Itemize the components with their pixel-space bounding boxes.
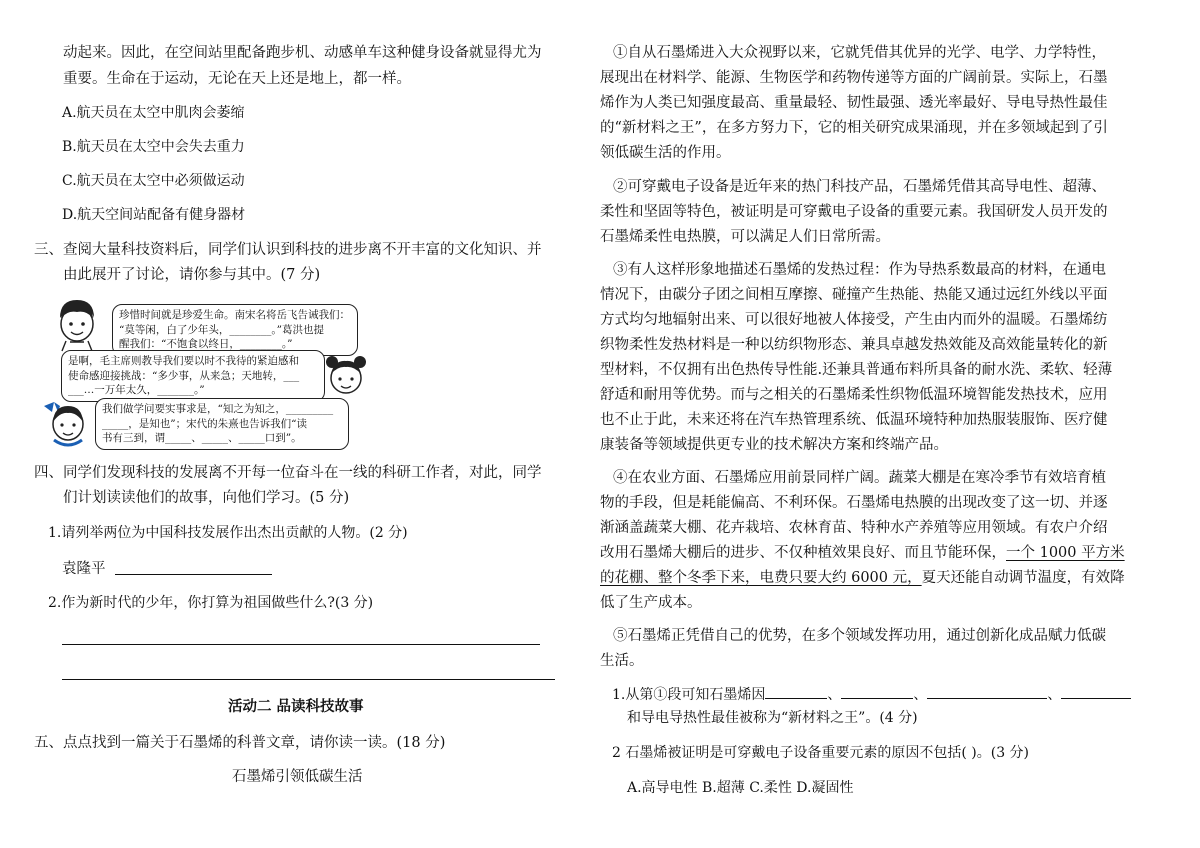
question-3-line: 三、查阅大量科技资料后，同学们认识到科技的进步离不开丰富的文化知识、并	[34, 242, 542, 258]
paragraph-4-line: 渐涵盖蔬菜大棚、花卉栽培、农林育苗、特种水产养殖等应用领域。有农户介绍	[600, 520, 1108, 536]
answer-blank[interactable]	[841, 684, 913, 699]
question-2-line: 2 石墨烯被证明是可穿戴电子设备重要元素的原因不包括( )。(3 分)	[612, 745, 1030, 761]
underlined-sentence: 的花棚、整个冬季下来，电费只要大约 6000 元，	[600, 570, 922, 586]
bubble-2-line: ___…一万年太久，_______。”	[68, 384, 205, 396]
bubble-1-line: 珍惜时间就是珍爱生命。南宋名将岳飞告诫我们：	[119, 309, 350, 321]
paragraph-1-line: 烯作为人类已知强度最高、重量最轻、韧性最强、透光率最好、导电导热性最佳	[600, 95, 1108, 111]
underlined-sentence: 一个 1000 平方米	[1006, 545, 1125, 561]
paragraph-3-line: 型材料，不仅拥有出色热传导性能.还兼具普通布料所具备的耐水洗、柔软、轻薄	[600, 362, 1113, 378]
paragraph-5-line: 生活。	[600, 653, 644, 669]
question-4-sub-1: 1.请列举两位为中国科技发展作出杰出贡献的人物。(2 分)	[48, 525, 408, 541]
speech-bubble-1	[112, 304, 358, 356]
paragraph-4-line: ④在农业方面、石墨烯应用前景同样广阔。蔬菜大棚是在寒冷季节有效培育植	[613, 470, 1106, 486]
question-1-line: 1.从第①段可知石墨烯因 、 、 、	[612, 684, 1131, 706]
paragraph-5-line: ⑤石墨烯正凭借自己的优势，在多个领域发挥功用，通过创新化成品赋力低碳	[613, 628, 1106, 644]
bubble-2-line: 是啊，毛主席则教导我们要以时不我待的紧迫感和	[68, 355, 299, 367]
bubble-3-line: 我们做学问要实事求是，“知之为知之，_________	[102, 403, 334, 415]
answer-blank-line[interactable]	[115, 574, 272, 575]
speech-bubble-2	[61, 350, 325, 402]
paragraph-3-line: ③有人这样形象地描述石墨烯的发热过程：作为导热系数最高的材料，在通电	[613, 262, 1106, 278]
answer-name: 袁隆平	[62, 561, 106, 577]
paragraph-4-line	[600, 542, 1125, 564]
answer-line[interactable]	[62, 679, 555, 680]
paragraph-2-line: ②可穿戴电子设备是近年来的热门科技产品，石墨烯凭借其高导电性、超薄、	[613, 179, 1106, 195]
question-3-line: 由此展开了讨论，请你参与其中。(7 分)	[63, 267, 321, 283]
paragraph-4-line	[600, 567, 1125, 589]
option-d: D.航天空间站配备有健身器材	[62, 207, 246, 223]
girl-with-bow-cartoon-icon	[40, 398, 92, 450]
paragraph-4-line: 低了生产成本。	[600, 595, 702, 611]
boy-cartoon-icon	[52, 296, 102, 352]
intro-line: 重要。生命在于运动，无论在天上还是地上，都一样。	[63, 71, 411, 87]
girl-cartoon-icon	[322, 352, 370, 398]
paragraph-3-line: 方式均匀地辐射出来、可以很好地被人体接受，产生由内而外的温暖。石墨烯纺	[600, 312, 1108, 328]
question-1-text: 1.从第①段可知石墨烯因	[612, 687, 766, 703]
paragraph-1-line: ①自从石墨烯进入大众视野以来，它就凭借其优异的光学、电学、力学特性，	[613, 45, 1106, 61]
paragraph-1-line: 领低碳生活的作用。	[600, 145, 731, 161]
question-2-options: A.高导电性 B.超薄 C.柔性 D.凝固性	[627, 780, 854, 796]
bubble-1-line: 醒我们：“不饱食以终日，________。”	[119, 338, 293, 350]
bubble-3-line: 书有三到，谓_____、_____、_____口到”。	[102, 432, 302, 444]
paragraph-1-line: 的“新材料之王”，在多方努力下，它的相关研究成果涌现，并在多领域起到了引	[600, 120, 1108, 136]
question-5-line: 五、点点找到一篇关于石墨烯的科普文章，请你读一读。(18 分)	[34, 735, 446, 751]
article-title: 石墨烯引领低碳生活	[232, 769, 363, 785]
paragraph-3-line: 情况下，由碳分子团之间相互摩擦、碰撞产生热能、热能又通过远红外线以平面	[600, 287, 1108, 303]
bubble-1-line: “莫等闲，白了少年头，________。”葛洪也提	[119, 323, 324, 336]
question-4-sub-2: 2.作为新时代的少年，你打算为祖国做些什么?(3 分)	[48, 595, 374, 611]
paragraph-4-text: 夏天还能自动调节温度，有效降	[921, 570, 1125, 586]
intro-line: 动起来。因此，在空间站里配备跑步机、动感单车这种健身设备就显得尤为	[63, 45, 542, 61]
option-c: C.航天员在太空中必须做运动	[62, 173, 245, 189]
activity-title: 活动二 品读科技故事	[228, 698, 364, 715]
bubble-2-line: 使命感迎接挑战：“多少事，从来急；天地转，___	[68, 369, 300, 382]
answer-blank[interactable]	[927, 684, 1047, 699]
paragraph-4-line: 物的手段，但是耗能偏高、不利环保。石墨烯电热膜的出现改变了这一切、并逐	[600, 495, 1108, 511]
paragraph-4-text: 改用石墨烯大棚后的进步、不仅种植效果良好、而且节能环保，	[600, 545, 1006, 561]
answer-line[interactable]	[62, 644, 540, 645]
paragraph-3-line: 康装备等领域提供更专业的技术解决方案和终端产品。	[600, 437, 948, 453]
bubble-3-line: _____，是知也”；宋代的朱熹也告诉我们“读	[102, 417, 307, 430]
question-4-line: 们计划读读他们的故事，向他们学习。(5 分)	[63, 490, 350, 506]
paragraph-2-line: 石墨烯柔性电热膜，可以满足人们日常所需。	[600, 229, 890, 245]
paragraph-2-line: 柔性和坚固等特色，被证明是可穿戴电子设备的重要元素。我国研发人员开发的	[600, 204, 1108, 220]
paragraph-3-line: 舒适和耐用等优势。而与之相关的石墨烯柔性织物低温环境智能发热技术，应用	[600, 387, 1108, 403]
question-1-line: 和导电导热性最佳被称为“新材料之王”。(4 分)	[627, 710, 918, 726]
paragraph-3-line: 也不止于此，未来还将在汽车热管理系统、低温环境特种加热服装服饰、医疗健	[600, 412, 1108, 428]
paragraph-1-line: 展现出在材料学、能源、生物医学和药物传递等方面的广阔前景。实际上，石墨	[600, 70, 1108, 86]
option-b: B.航天员在太空中会失去重力	[62, 139, 245, 155]
option-a: A.航天员在太空中肌肉会萎缩	[62, 105, 245, 121]
answer-blank[interactable]	[765, 684, 827, 699]
speech-bubble-3	[95, 398, 349, 450]
answer-blank[interactable]	[1061, 684, 1131, 699]
question-4-line: 四、同学们发现科技的发展离不开每一位奋斗在一线的科研工作者，对此，同学	[34, 465, 542, 481]
paragraph-3-line: 织物柔性发热材料是一种以纺织物形态、兼具卓越发热效能及高效能量转化的新	[600, 337, 1108, 353]
